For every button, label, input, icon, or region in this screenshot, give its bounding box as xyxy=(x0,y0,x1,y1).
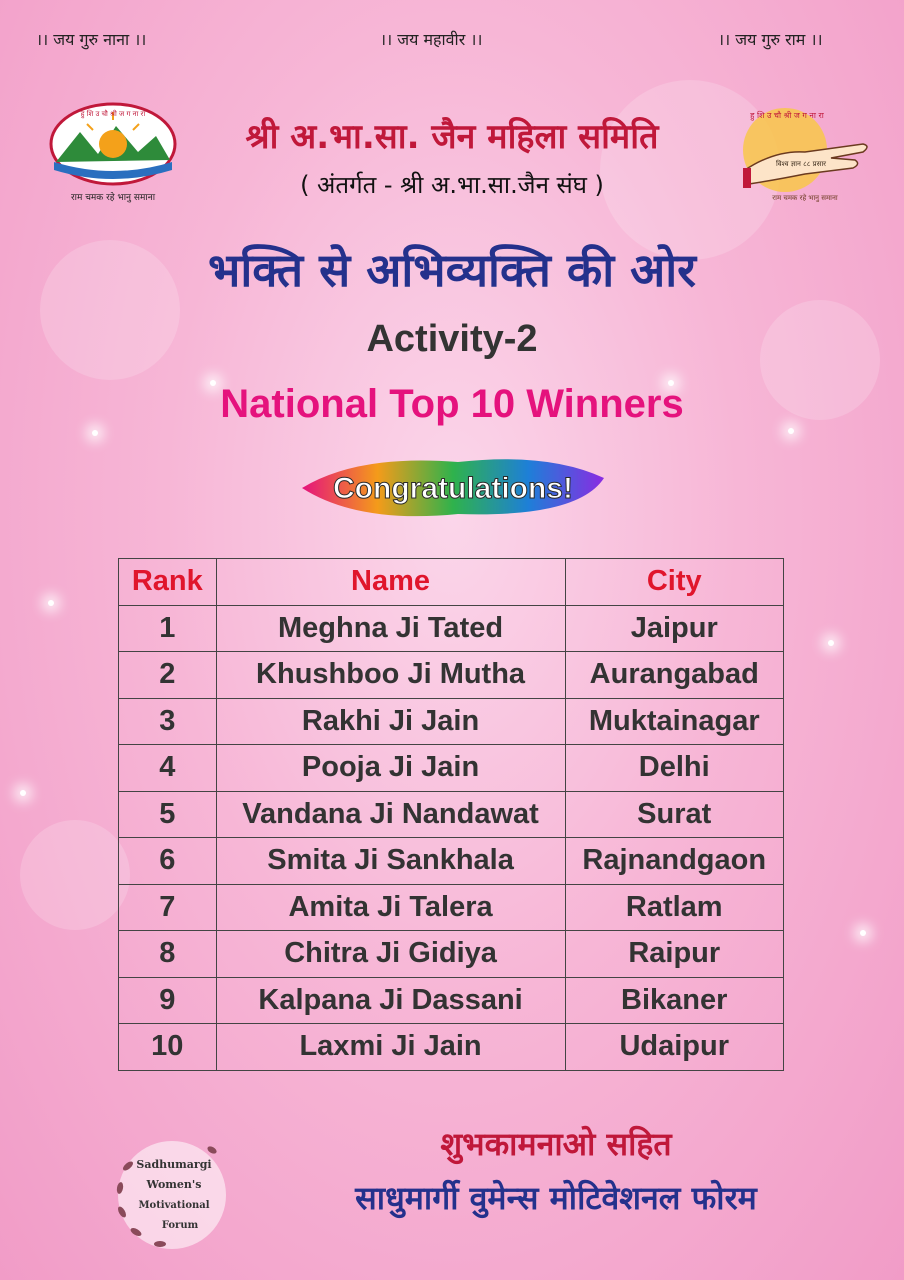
table-row xyxy=(119,1024,784,1071)
organization-title: श्री अ.भा.सा. जैन महिला समिति xyxy=(245,117,659,157)
city-cell: Ratlam xyxy=(565,884,784,931)
bokeh-circle xyxy=(20,820,130,930)
city-cell: Muktainagar xyxy=(565,698,784,745)
congrats-text: Congratulations! xyxy=(333,472,573,505)
name-cell: Vandana Ji Nandawat xyxy=(216,791,565,838)
city-cell: Bikaner xyxy=(565,977,784,1024)
winners-title: National Top 10 Winners xyxy=(220,382,684,426)
rank-cell: 1 xyxy=(119,605,217,652)
winners-table xyxy=(118,558,784,1071)
name-cell: Chitra Ji Gidiya xyxy=(216,931,565,978)
rank-cell: 10 xyxy=(119,1024,217,1071)
chant-left: ।। जय गुरु नाना ।। xyxy=(36,30,147,49)
city-cell: Surat xyxy=(565,791,784,838)
table-row xyxy=(119,745,784,792)
organization-subtitle: ( अंतर्गत - श्री अ.भा.सा.जैन संघ ) xyxy=(300,171,604,199)
sparkle xyxy=(788,428,794,434)
rank-cell: 8 xyxy=(119,931,217,978)
name-cell: Khushboo Ji Mutha xyxy=(216,652,565,699)
sparkle xyxy=(20,790,26,796)
forum-logo xyxy=(108,1136,236,1254)
logo-caption: राम चमक रहे भानु समाना xyxy=(70,193,156,203)
name-cell: Amita Ji Talera xyxy=(216,884,565,931)
forum-logo-line: Women's xyxy=(146,1178,202,1191)
event-heading: भक्ति से अभिव्यक्ति की ओर xyxy=(208,243,696,297)
samiti-logo xyxy=(46,100,180,210)
table-row xyxy=(119,977,784,1024)
city-cell: Delhi xyxy=(565,745,784,792)
city-cell: Aurangabad xyxy=(565,652,784,699)
forum-logo-line: Forum xyxy=(161,1220,199,1231)
forum-logo-line: Sadhumargi xyxy=(136,1158,212,1171)
name-cell: Laxmi Ji Jain xyxy=(216,1024,565,1071)
city-cell: Raipur xyxy=(565,931,784,978)
chant-right: ।। जय गुरु राम ।। xyxy=(718,30,823,49)
hand-logo-caption: राम चमक रहे भानु समाना xyxy=(772,194,838,202)
city-cell: Rajnandgaon xyxy=(565,838,784,885)
name-cell: Pooja Ji Jain xyxy=(216,745,565,792)
rank-cell: 9 xyxy=(119,977,217,1024)
hand-logo xyxy=(735,100,875,210)
name-cell: Smita Ji Sankhala xyxy=(216,838,565,885)
wishes-text: शुभकामनाओ सहित xyxy=(440,1125,672,1163)
header-name: Name xyxy=(216,559,565,606)
table-row xyxy=(119,791,784,838)
forum-name: साधुमार्गी वुमेन्स मोटिवेशनल फोरम xyxy=(355,1179,757,1217)
name-cell: Rakhi Ji Jain xyxy=(216,698,565,745)
table-row xyxy=(119,931,784,978)
name-cell: Kalpana Ji Dassani xyxy=(216,977,565,1024)
city-cell: Udaipur xyxy=(565,1024,784,1071)
sparkle xyxy=(828,640,834,646)
rank-cell: 3 xyxy=(119,698,217,745)
sparkle xyxy=(860,930,866,936)
header-city: City xyxy=(565,559,784,606)
forum-logo-line: Motivational xyxy=(138,1200,210,1211)
hand-logo-text: विश्व ज्ञान ८८ प्रसार xyxy=(775,160,827,168)
hand-logo-arc-text: हु शि उ चौ श्री ज ग ना रा xyxy=(750,111,824,120)
table-row xyxy=(119,652,784,699)
rank-cell: 6 xyxy=(119,838,217,885)
city-cell: Jaipur xyxy=(565,605,784,652)
rank-cell: 4 xyxy=(119,745,217,792)
logo-arc-text: हु शि उ चौ श्री ज ग ना रा xyxy=(80,110,146,118)
table-row xyxy=(119,884,784,931)
table-row xyxy=(119,838,784,885)
sparkle xyxy=(92,430,98,436)
sparkle xyxy=(48,600,54,606)
name-cell: Meghna Ji Tated xyxy=(216,605,565,652)
table-row xyxy=(119,605,784,652)
rank-cell: 2 xyxy=(119,652,217,699)
table-row xyxy=(119,698,784,745)
chant-center: ।। जय महावीर ।। xyxy=(380,30,483,49)
activity-label: Activity-2 xyxy=(366,318,538,360)
rank-cell: 5 xyxy=(119,791,217,838)
table-header-row xyxy=(119,559,784,606)
congratulations-banner xyxy=(298,448,608,526)
rank-cell: 7 xyxy=(119,884,217,931)
header-rank: Rank xyxy=(119,559,217,606)
